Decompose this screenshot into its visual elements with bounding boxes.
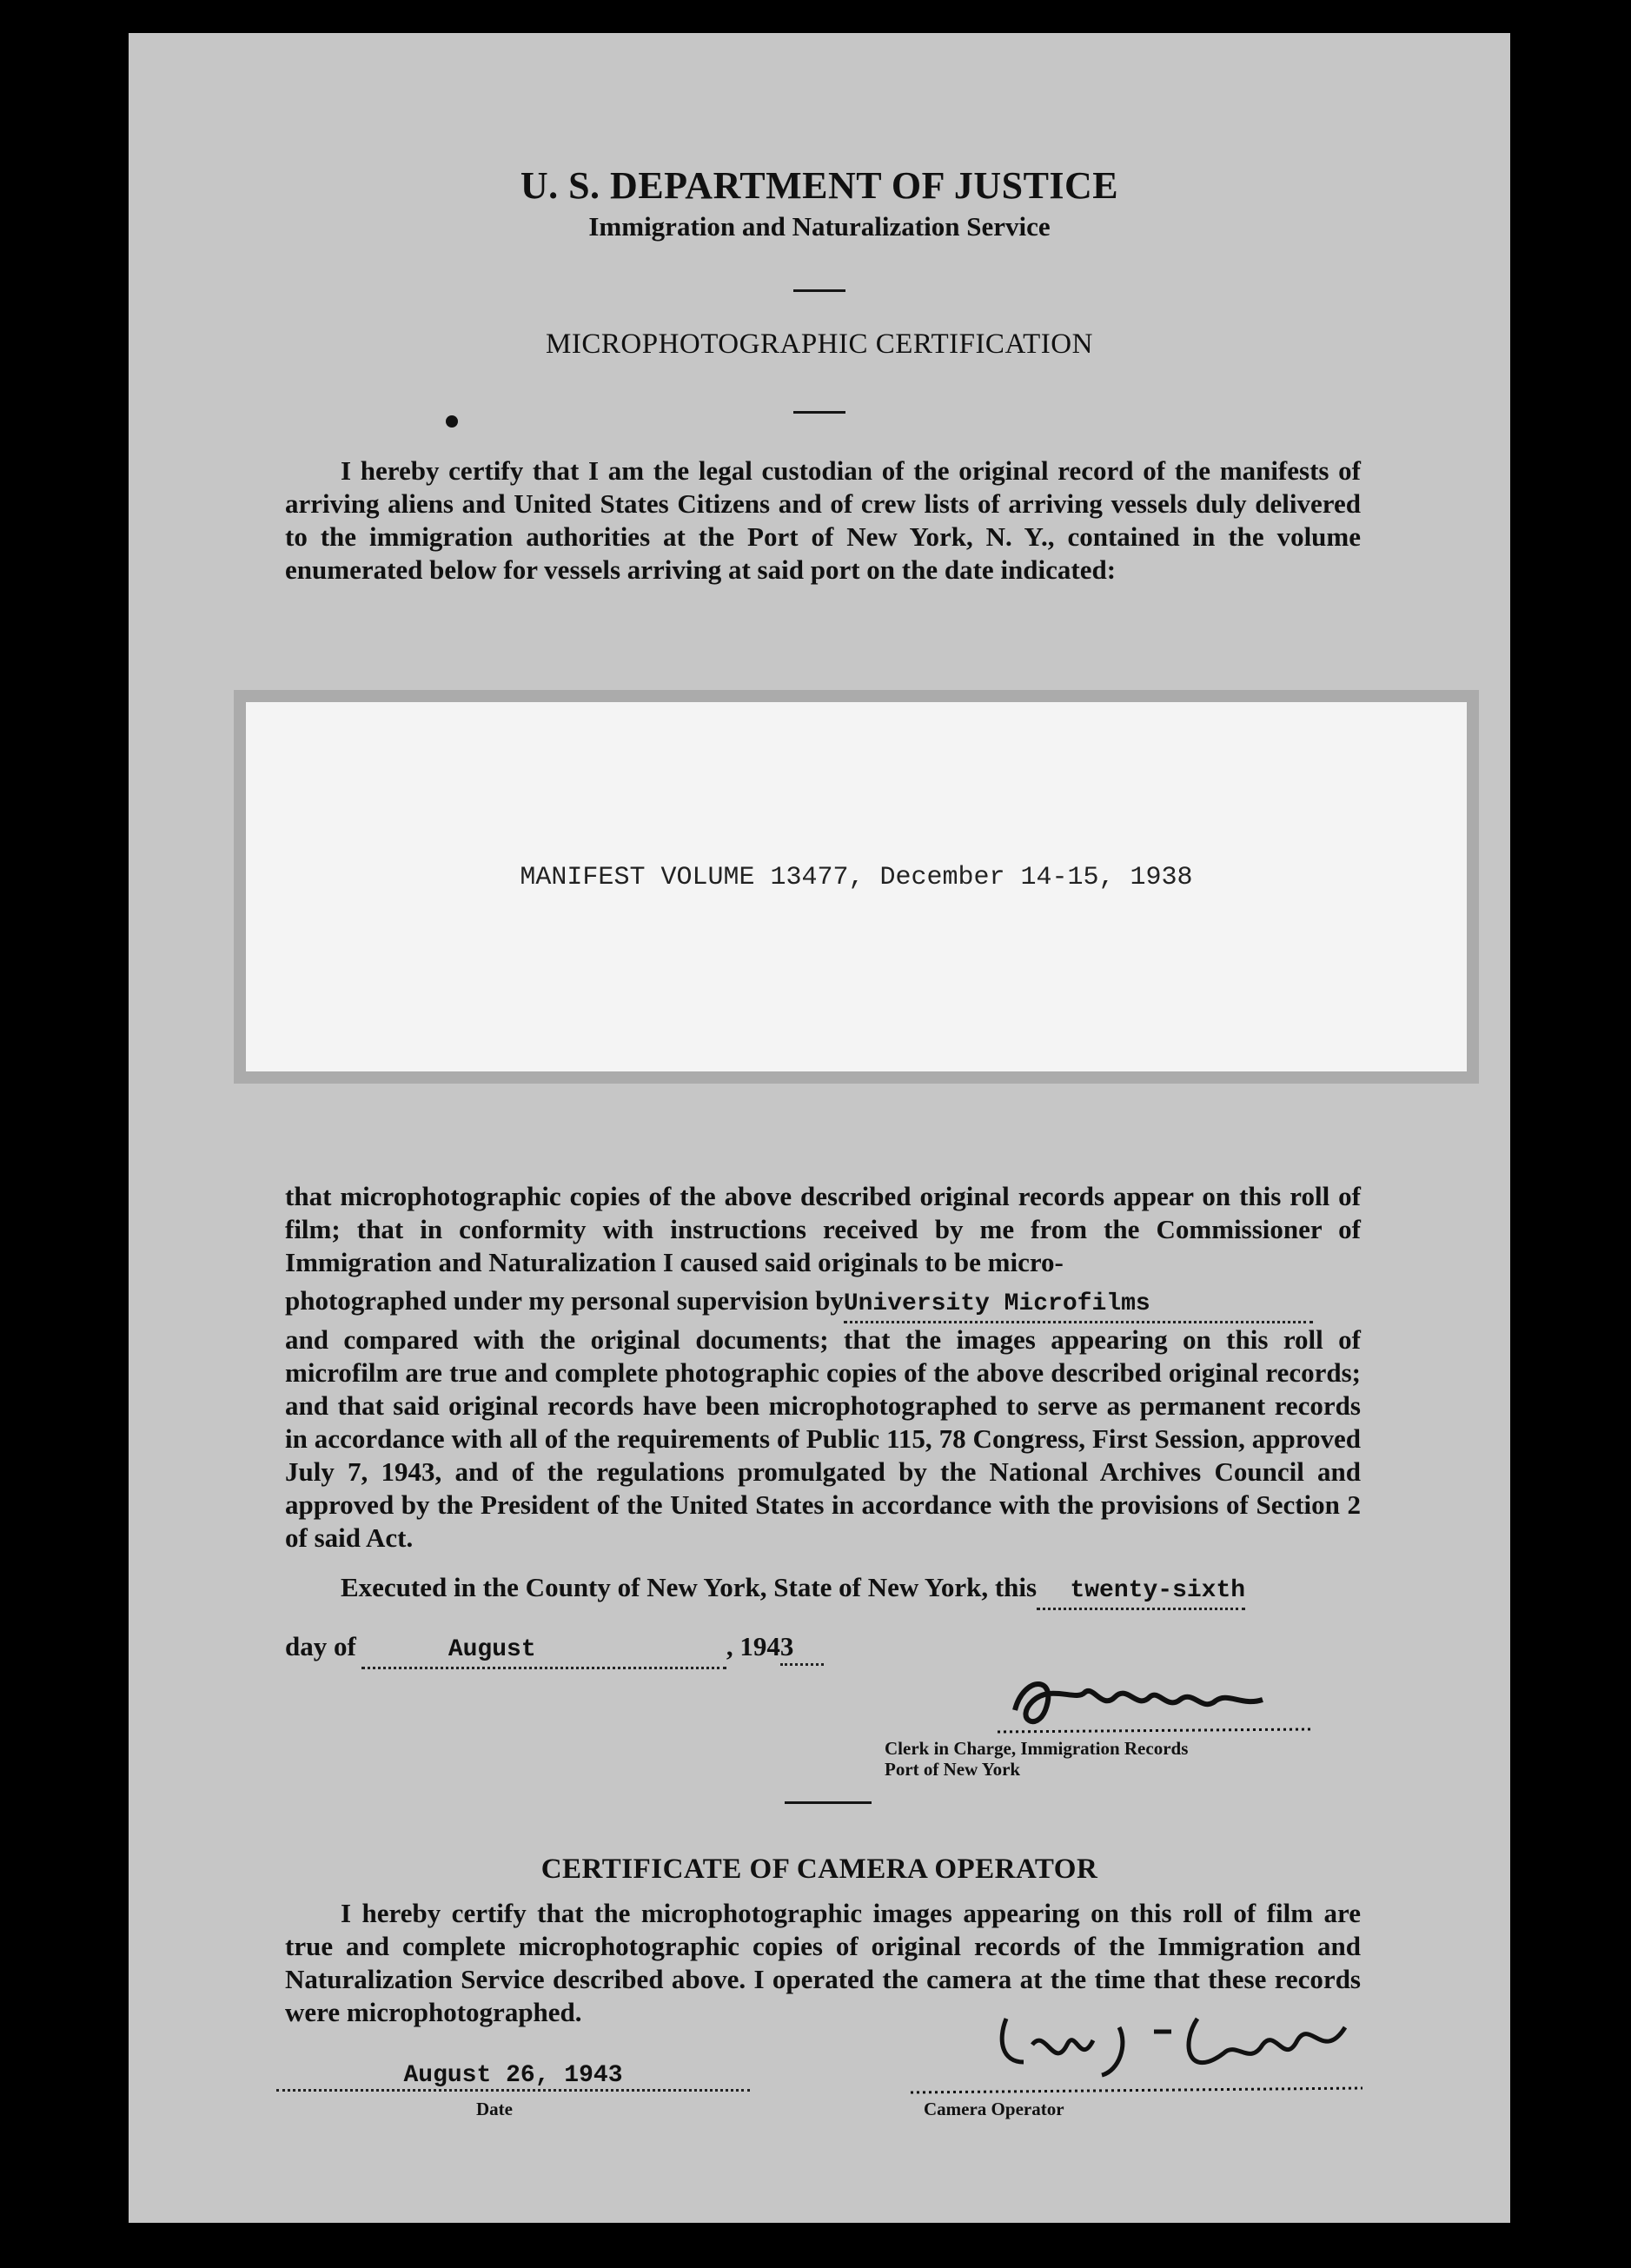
filmed-by-value: University Microfilms [843, 1290, 1150, 1317]
day-of-label: day of [285, 1631, 356, 1661]
intro-paragraph [285, 454, 1361, 587]
manifest-slip [246, 702, 1467, 1071]
certificate-page [129, 33, 1510, 2223]
filmed-by-prefix: photographed under my personal supervision by [285, 1285, 844, 1316]
camera-section-title: CERTIFICATE OF CAMERA OPERATOR [540, 1854, 1098, 1885]
divider [793, 289, 845, 292]
execution-prefix: Executed in the County of New York, State of New York, this [341, 1572, 1038, 1602]
clerk-title-line2: Port of New York [885, 1759, 1021, 1780]
execution-date-line [285, 1630, 1067, 1669]
month-field [361, 1630, 726, 1669]
execution-day-field [1037, 1571, 1245, 1610]
date-label: Date [476, 2099, 513, 2119]
date-value: August 26, 1943 [403, 2062, 623, 2089]
camera-operator-label: Camera Operator [924, 2099, 1064, 2119]
clerk-signature [963, 1649, 1328, 1745]
clerk-title [885, 1738, 1188, 1780]
year-digit: 3 [779, 1631, 794, 1661]
camera-operator-signature [893, 1993, 1380, 2114]
clerk-title-line1: Clerk in Charge, Immigration Records [885, 1738, 1189, 1759]
execution-day-value: twenty-sixth [1070, 1577, 1246, 1604]
divider [785, 1801, 872, 1804]
body-filmed-line [285, 1284, 1361, 1323]
divider [793, 411, 845, 414]
certification-title: MICROPHOTOGRAPHIC CERTIFICATION [546, 328, 1093, 360]
department-heading: U. S. DEPARTMENT OF JUSTICE [520, 164, 1119, 207]
year-field [780, 1630, 824, 1666]
filmed-by-field [844, 1284, 1313, 1323]
manifest-volume-text: MANIFEST VOLUME 13477, December 14-15, 1938 [520, 863, 1193, 892]
month-value: August [448, 1636, 536, 1663]
execution-line [341, 1571, 1361, 1610]
ink-dot [446, 415, 458, 428]
body-line1: that microphotographic copies of the above described original records appear on this roll of film; that in conformity with instructions received by me from the Commissioner of Immigration and Naturalization I caused said originals to be micro- [285, 1181, 1361, 1277]
camera-text: I hereby certify that the microphotographic images appearing on this roll of film are true and complete microphotographic copies of original records of the Immigration and Naturalization Service described above. I operated the camera at the time that these records were microphotographed. [285, 1898, 1361, 2027]
service-subheading: Immigration and Naturalization Service [588, 211, 1051, 242]
body-line3: and compared with the original documents; that the images appearing on this roll of microfilm are true and complete photographic copies of the above described original records; and that said original records have been microphotographed to serve as permanent records in accordance with all of the requirements of Public 115, 78 Congress, First Session, approved July 7, 1943, and of the regulations promulgated by the National Archives Council and approved by the President of the United States in accordance with the provisions of Section 2 of said Act. [285, 1324, 1361, 1553]
intro-text: I hereby certify that I am the legal custodian of the original record of the manifests of arriving aliens and United States Citizens and of crew lists of arriving vessels duly delivered to the immigration authorities at the Port of New York, N. Y., contained in the volume enumerated below for vessels arriving at said port on the date indicated: [285, 455, 1361, 585]
date-field [276, 2062, 750, 2092]
year-prefix: , 194 [726, 1631, 780, 1661]
body-paragraph [285, 1180, 1361, 1555]
